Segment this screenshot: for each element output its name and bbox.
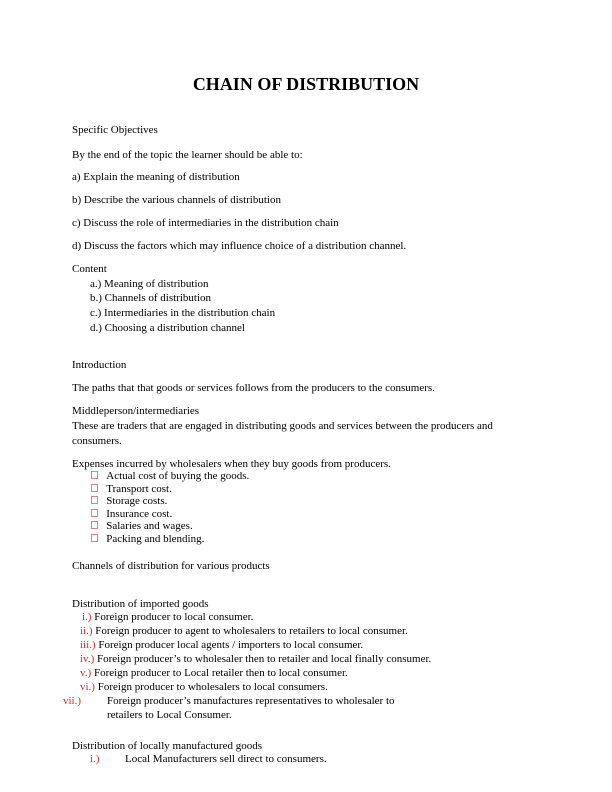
- item-text: Intermediaries in the distribution chain: [104, 307, 276, 319]
- item-text: Foreign producer’s manufactures representatives to wholesaler to: [107, 695, 395, 707]
- item-label: i.): [90, 753, 100, 765]
- imported-heading: Distribution of imported goods: [72, 598, 209, 610]
- channels-heading: Channels of distribution for various products: [72, 560, 270, 572]
- bullet-icon: [91, 509, 98, 517]
- bullet-icon: [91, 484, 98, 492]
- item-label: b): [72, 194, 82, 206]
- middle-text: These are traders that are engaged in distributing goods and services between the producers and: [72, 420, 493, 432]
- imported-item: [82, 611, 253, 624]
- content-item: [90, 307, 275, 320]
- item-text: Transport cost.: [106, 483, 172, 495]
- local-heading: Distribution of locally manufactured goods: [72, 740, 263, 752]
- content-item: [90, 322, 245, 335]
- item-label: ii.): [80, 625, 93, 637]
- item-text: Local Manufacturers sell direct to consumers.: [125, 753, 327, 765]
- content-item: [90, 278, 209, 291]
- item-label: iii.): [80, 639, 96, 651]
- expense-item: [91, 495, 167, 508]
- objective-item: [72, 171, 240, 184]
- bullet-icon: [91, 471, 98, 479]
- item-text: Meaning of distribution: [104, 278, 209, 290]
- item-text: Foreign producer to Local retailer then to local consumer.: [93, 667, 348, 679]
- item-text: Foreign producer to agent to wholesalers to retailers to local consumer.: [95, 625, 408, 637]
- item-label: c): [72, 217, 81, 229]
- item-label: d): [72, 240, 82, 252]
- item-text: Explain the meaning of distribution: [83, 171, 240, 183]
- imported-item: [80, 639, 363, 652]
- item-text: Foreign producer’s to wholesaler then to retailer and local finally consumer.: [97, 653, 432, 665]
- middle-text-cont: consumers.: [72, 435, 122, 447]
- item-text: Discuss the factors which may influence choice of a distribution channel.: [83, 240, 407, 252]
- bullet-icon: [91, 534, 98, 542]
- item-label: vii.): [63, 695, 82, 707]
- introduction-heading: Introduction: [72, 359, 127, 371]
- content-item: [90, 292, 211, 305]
- item-text: Packing and blending.: [106, 533, 205, 545]
- item-label: b.): [90, 292, 102, 304]
- item-text: Foreign producer to local consumer.: [94, 611, 254, 623]
- page-title: CHAIN OF DISTRIBUTION: [192, 74, 420, 94]
- introduction-text: The paths that that goods or services follows from the producers to the consumers.: [72, 382, 435, 394]
- item-text: Foreign producer to wholesalers to local consumers.: [97, 681, 328, 693]
- bullet-icon: [91, 521, 98, 529]
- middle-heading: Middleperson/intermediaries: [72, 405, 200, 417]
- item-text: Choosing a distribution channel: [104, 322, 245, 334]
- objectives-intro: By the end of the topic the learner should be able to:: [72, 149, 303, 161]
- item-label: vi.): [80, 681, 95, 693]
- item-text: Salaries and wages.: [106, 520, 193, 532]
- item-label: v.): [80, 667, 92, 679]
- item-label: iv.): [80, 653, 95, 665]
- imported-item: [80, 667, 348, 680]
- item-label: a): [72, 171, 81, 183]
- item-label: d.): [90, 322, 102, 334]
- item-text: Insurance cost.: [106, 508, 173, 520]
- imported-item: [80, 653, 431, 666]
- item-text: Discuss the role of intermediaries in the distribution chain: [83, 217, 339, 229]
- expense-item: [91, 470, 249, 483]
- item-label: c.): [90, 307, 102, 319]
- item-label: a.): [90, 278, 102, 290]
- item-text: Actual cost of buying the goods.: [106, 470, 250, 482]
- expenses-heading: Expenses incurred by wholesalers when they buy goods from producers.: [72, 458, 391, 470]
- expense-item: [91, 520, 193, 533]
- bullet-icon: [91, 496, 98, 504]
- content-heading: Content: [72, 263, 107, 275]
- expense-item: [91, 533, 204, 546]
- imported-item: [80, 625, 408, 638]
- objective-item: [72, 194, 281, 207]
- item-text-cont: retailers to Local Consumer.: [107, 709, 232, 721]
- item-text: Describe the various channels of distribution: [83, 194, 281, 206]
- item-label: i.): [82, 611, 92, 623]
- item-text: Channels of distribution: [104, 292, 211, 304]
- item-text: Storage costs.: [106, 495, 168, 507]
- objective-item: [72, 240, 406, 253]
- objective-item: [72, 217, 339, 230]
- item-text: Foreign producer local agents / importers to local consumer.: [98, 639, 364, 651]
- objectives-heading: Specific Objectives: [72, 124, 158, 136]
- imported-item: [80, 681, 328, 694]
